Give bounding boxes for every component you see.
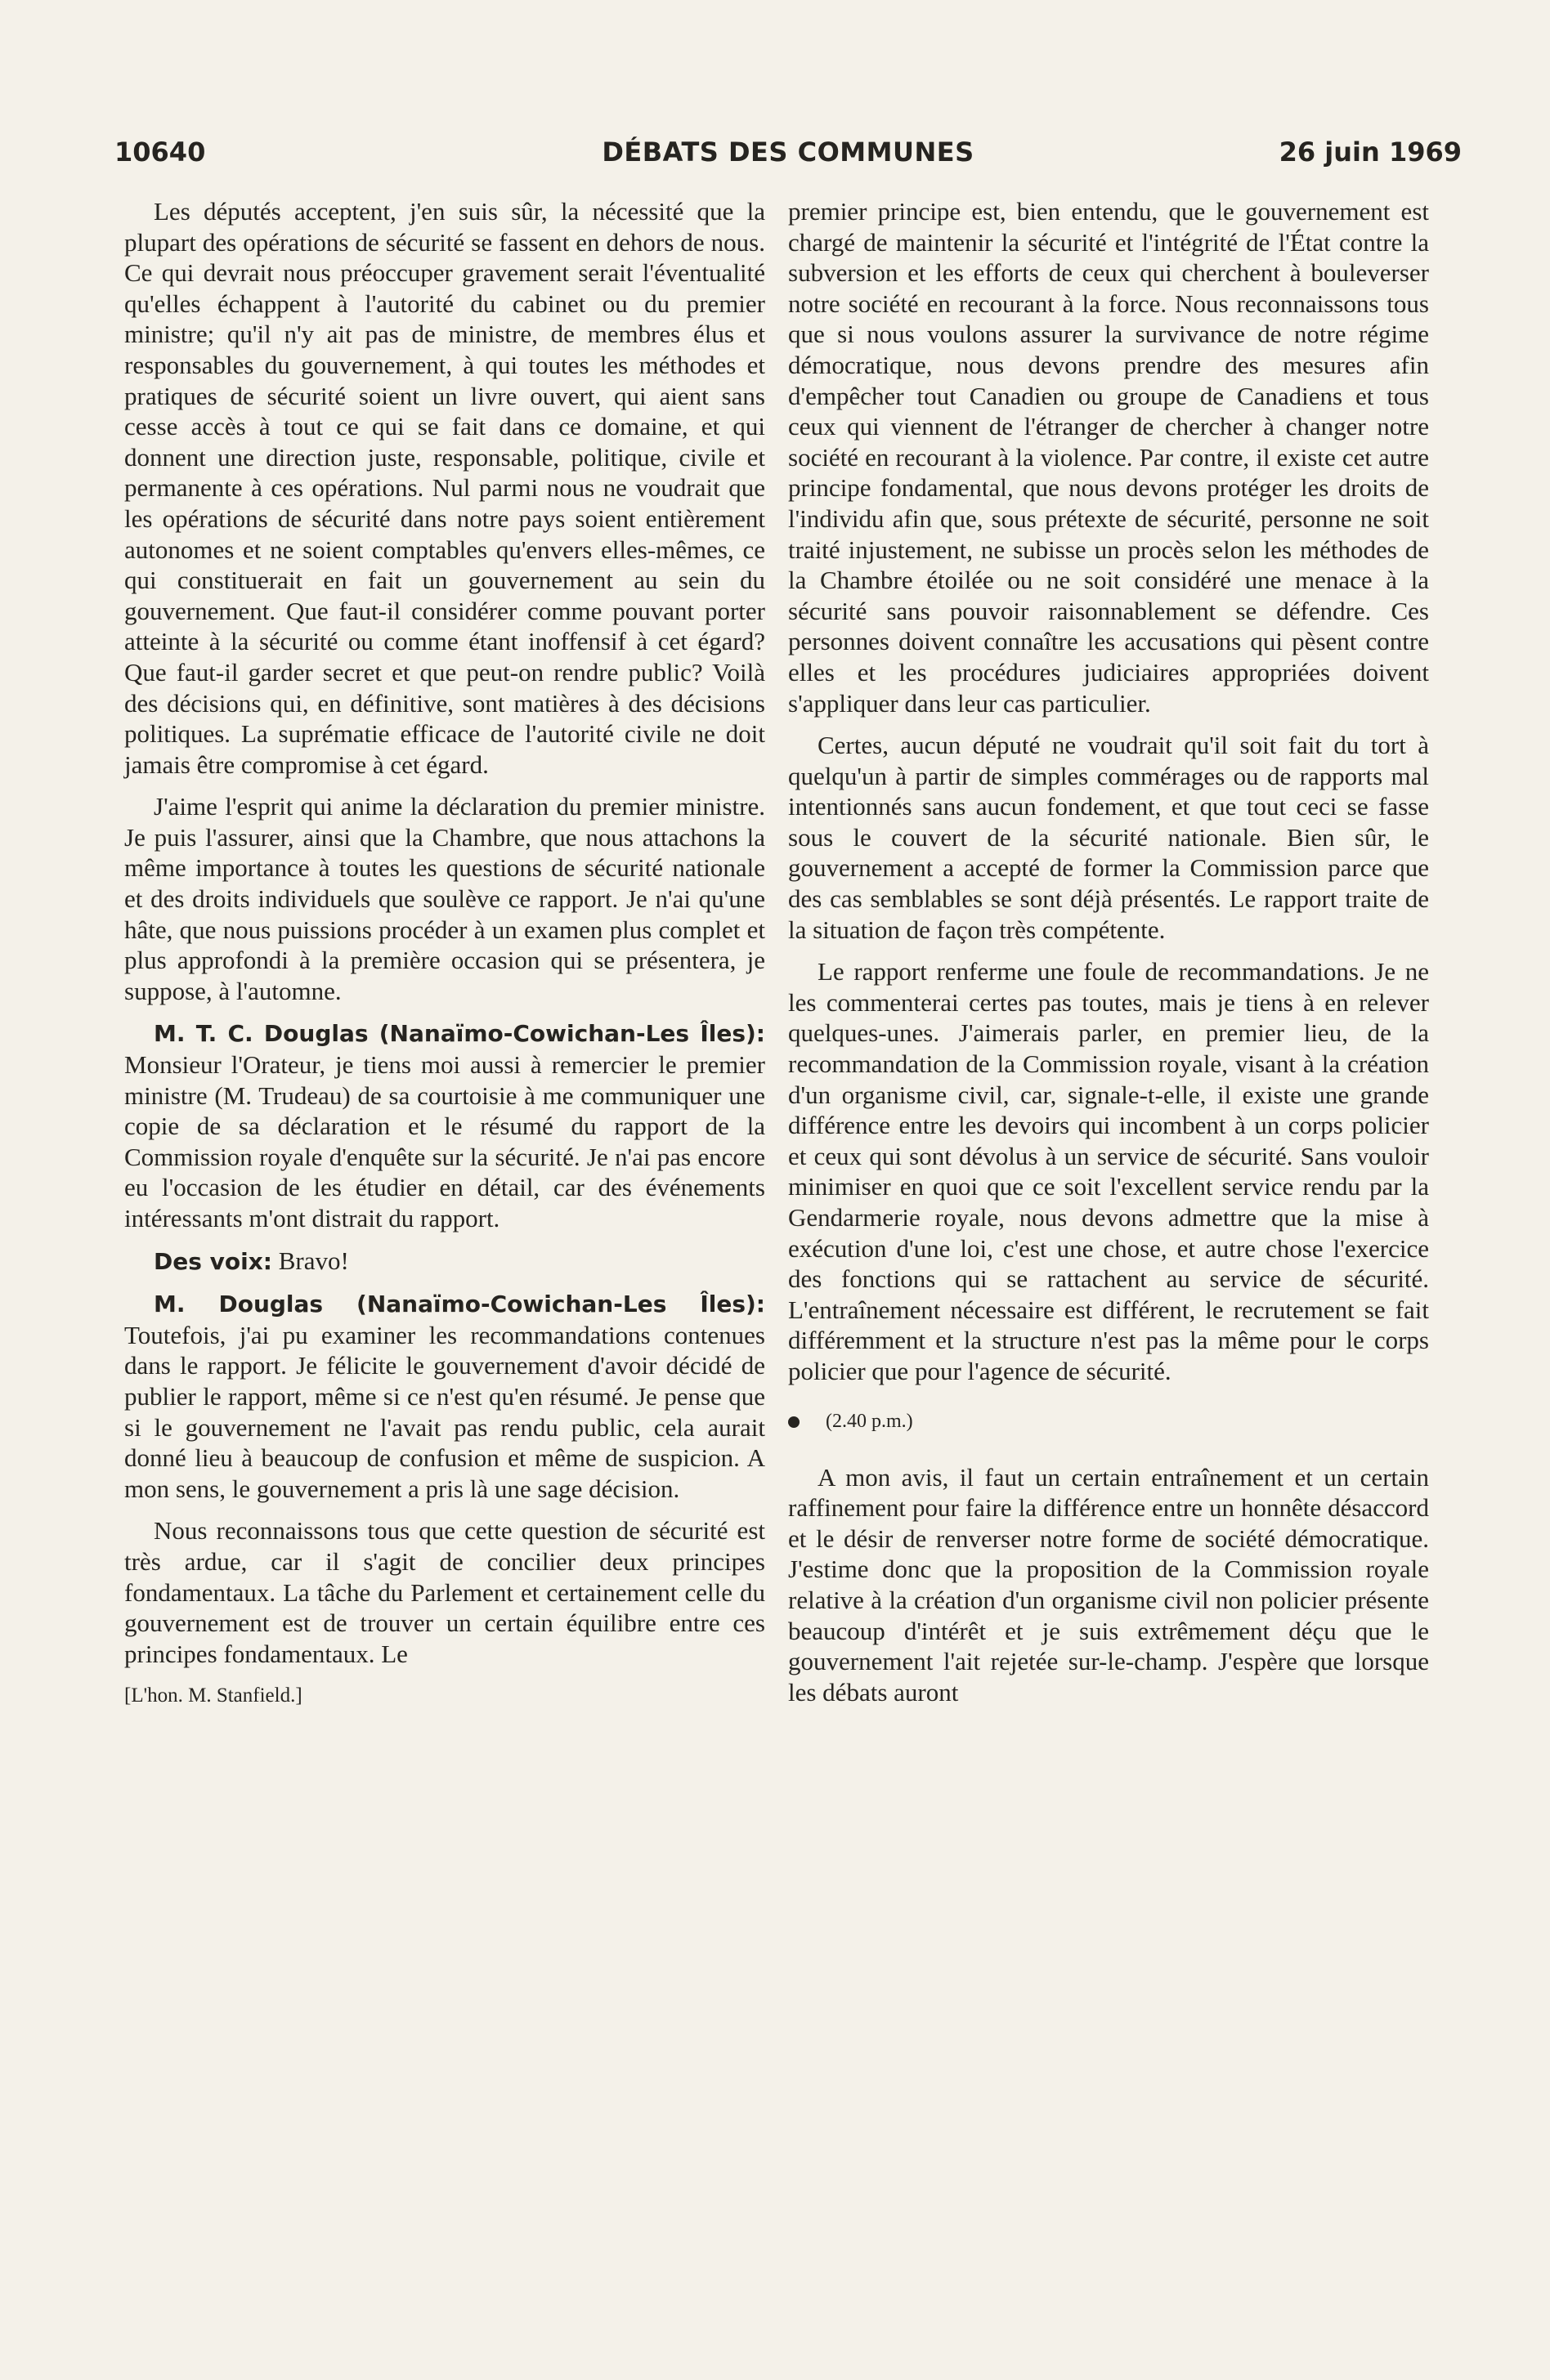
paragraph <box>124 1246 765 1277</box>
speech-text: Toutefois, j'ai pu examiner les recommandations contenues dans le rapport. Je félicite le gouvernement d'avoir décidé de publier le rapport, même si ce n'est qu'en résumé. Je pense que si le gouvernement ne l'avait pas rendu public, cela aurait donné lieu à beaucoup de confusion et même de suspicion. A mon sens, le gouvernement a pris là une sage décision. <box>124 1320 765 1503</box>
paragraph <box>124 1288 765 1504</box>
right-column <box>788 196 1429 1719</box>
publication-title: DÉBATS DES COMMUNES <box>602 136 974 168</box>
speech-text: Bravo! <box>272 1246 349 1275</box>
time-stamp <box>788 1405 1429 1438</box>
page-number: 10640 <box>114 136 206 168</box>
footer-note: [L'hon. M. Stanfield.] <box>124 1684 302 1707</box>
paragraph: J'aime l'esprit qui anime la déclaration du premier ministre. Je puis l'assurer, ainsi que la Chambre, que nous attachons la même importance à toutes les questions de sécurité nationale et des droits individuels que soulève ce rapport. Je n'ai qu'une hâte, que nous puissions procéder à un examen plus complet et plus approfondi à la première occasion qui se présentera, je suppose, à l'automne. <box>124 792 765 1005</box>
left-column <box>124 196 765 1711</box>
time-text: (2.40 p.m.) <box>826 1410 913 1432</box>
paragraph: Certes, aucun député ne voudrait qu'il soit fait du tort à quelqu'un à partir de simples commérages ou de rapports mal intentionnés sans aucun fondement, et que tout ceci se fasse sous le couvert de la sécurité nationale. Bien sûr, le gouvernement a accepté de former la Commission parce que des cas semblables se sont déjà présentés. Le rapport traite de la situation de façon très compétente. <box>788 731 1429 944</box>
paragraph: premier principe est, bien entendu, que le gouvernement est chargé de maintenir la sécurité et l'intégrité de l'État contre la subversion et les efforts de ceux qui cherchent à bouleverser notre société en recourant à la force. Nous reconnaissons tous que si nous voulons assurer la survivance de notre régime démocratique, nous devons prendre des mesures afin d'empêcher tout Canadien ou groupe de Canadiens et tous ceux qui viennent de l'étranger de chercher à changer notre société en recourant à la violence. Par contre, il existe cet autre principe fondamental, que nous devons protéger les droits de l'individu afin que, sous prétexte de sécurité, personne ne soit traité injustement, ne subisse un procès selon les méthodes de la Chambre étoilée ou ne soit considéré une menace à la sécurité sans pouvoir raisonnablement se défendre. Ces personnes doivent connaître les accusations qui pèsent contre elles et les procédures judiciaires appropriées doivent s'appliquer dans leur cas particulier. <box>788 197 1429 718</box>
speaker-name: M. T. C. Douglas (Nanaïmo-Cowichan-Les Îles): <box>154 1020 765 1048</box>
speaker-name: M. Douglas (Nanaïmo-Cowichan-Les Îles): <box>154 1291 765 1318</box>
paragraph: Nous reconnaissons tous que cette question de sécurité est très ardue, car il s'agit de concilier deux principes fondamentaux. La tâche du Parlement et certainement celle du gouvernement est de trouver un certain équilibre entre ces principes fondamentaux. Le <box>124 1516 765 1668</box>
page-header <box>114 129 1462 175</box>
paragraph <box>124 1018 765 1233</box>
speech-text: Monsieur l'Orateur, je tiens moi aussi à remercier le premier ministre (M. Trudeau) de sa courtoisie à me communiquer une copie de sa déclaration et le résumé du rapport de la Commission royale d'enquête sur la sécurité. Je n'ai pas encore eu l'occasion de les étudier en détail, car des événements intéressants m'ont distrait du rapport. <box>124 1050 765 1232</box>
speaker-name: Des voix: <box>154 1247 272 1275</box>
paragraph: Les députés acceptent, j'en suis sûr, la nécessité que la plupart des opérations de sécurité se fassent en dehors de nous. Ce qui devrait nous préoccuper gravement serait l'éventualité qu'elles échappent à l'autorité du cabinet ou du premier ministre; qu'il n'y ait pas de ministre, de membres élus et responsables du gouvernement, à qui toutes les méthodes et pratiques de sécurité soient un livre ouvert, qui aient sans cesse accès à tout ce qui se fait dans ce domaine, et qui donnent une direction juste, responsable, politique, civile et permanente à ces opérations. Nul parmi nous ne voudrait que les opérations de sécurité dans notre pays soient entièrement autonomes et ne soient comptables qu'envers elles-mêmes, ce qui constituerait en fait un gouvernement au sein du gouvernement. Que faut-il considérer comme pouvant porter atteinte à la sécurité ou comme étant inoffensif à cet égard? Que faut-il garder secret et que peut-on rendre public? Voilà des décisions qui, en définitive, sont matières à des décisions politiques. La suprématie efficace de l'autorité civile ne doit jamais être compromise à cet égard. <box>124 197 765 779</box>
paragraph: Le rapport renferme une foule de recommandations. Je ne les commenterai certes pas toutes, mais je tiens à en relever quelques-unes. J'aimerais parler, en premier lieu, de la recommandation de la Commission royale, visant à la création d'un organisme civil, car, signale-t-elle, il existe une grande différence entre les devoirs qui incombent à un corps policier et ceux qui sont dévolus à un service de sécurité. Sans vouloir minimiser en quoi que ce soit l'excellent service rendu par la Gendarmerie royale, nous devons admettre que la mise à exécution d'une loi, c'est une chose, et autre chose l'exercice des fonctions qui se rattachent au service de sécurité. L'entraînement nécessaire est différent, le recrutement se fait différemment et la structure n'est pas la même pour le corps policier que pour l'agence de sécurité. <box>788 957 1429 1385</box>
page-date: 26 juin 1969 <box>1279 136 1462 168</box>
bullet-icon <box>788 1416 800 1428</box>
paragraph: A mon avis, il faut un certain entraînement et un certain raffinement pour faire la différence entre un honnête désaccord et le désir de renverser notre forme de société démocratique. J'estime donc que la proposition de la Commission royale relative à la création d'un organisme civil non policier présente beaucoup d'intérêt et je suis extrêmement déçu que le gouvernement l'ait rejetée sur-le-champ. J'espère que lorsque les débats auront <box>788 1462 1429 1707</box>
